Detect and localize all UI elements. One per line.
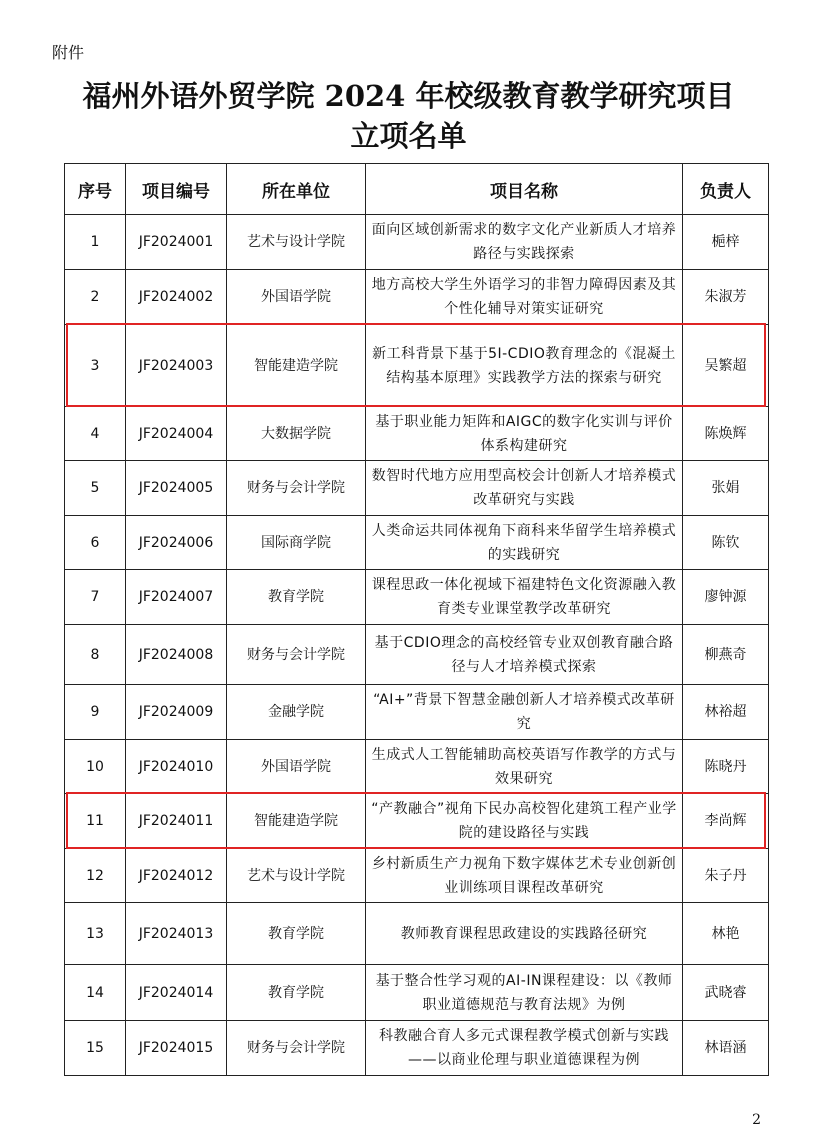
cell-no: 1: [65, 215, 126, 270]
cell-code: JF2024003: [126, 325, 227, 407]
cell-no: 7: [65, 570, 126, 625]
cell-project-name: 新工科背景下基于5I-CDIO教育理念的《混凝土结构基本原理》实践教学方法的探索与研究: [366, 325, 683, 407]
cell-no: 11: [65, 794, 126, 849]
page-number: 2: [752, 1112, 761, 1128]
cell-leader: 林裕超: [683, 685, 769, 740]
cell-unit: 智能建造学院: [227, 794, 366, 849]
cell-unit: 财务与会计学院: [227, 461, 366, 516]
column-header-code: 项目编号: [126, 164, 227, 215]
cell-leader: 柳燕奇: [683, 625, 769, 685]
cell-project-name: “产教融合”视角下民办高校智化建筑工程产业学院的建设路径与实践: [366, 794, 683, 849]
cell-unit: 外国语学院: [227, 740, 366, 794]
cell-no: 2: [65, 270, 126, 325]
cell-leader: 张娟: [683, 461, 769, 516]
cell-unit: 金融学院: [227, 685, 366, 740]
page-title: [0, 76, 817, 156]
cell-no: 12: [65, 849, 126, 903]
cell-unit: 大数据学院: [227, 407, 366, 461]
cell-project-name: 科教融合育人多元式课程教学模式创新与实践——以商业伦理与职业道德课程为例: [366, 1021, 683, 1076]
cell-project-name: 教师教育课程思政建设的实践路径研究: [366, 903, 683, 965]
table-row: [65, 461, 769, 516]
cell-unit: 智能建造学院: [227, 325, 366, 407]
cell-code: JF2024009: [126, 685, 227, 740]
cell-code: JF2024012: [126, 849, 227, 903]
cell-unit: 外国语学院: [227, 270, 366, 325]
cell-project-name: 地方高校大学生外语学习的非智力障碍因素及其个性化辅导对策实证研究: [366, 270, 683, 325]
table-header-row: [65, 164, 769, 215]
cell-unit: 国际商学院: [227, 516, 366, 570]
table-row: [65, 516, 769, 570]
cell-project-name: 基于职业能力矩阵和AIGC的数字化实训与评价体系构建研究: [366, 407, 683, 461]
cell-unit: 教育学院: [227, 903, 366, 965]
cell-code: JF2024011: [126, 794, 227, 849]
cell-leader: 朱淑芳: [683, 270, 769, 325]
table-row: [65, 794, 769, 849]
project-list-table: [64, 163, 769, 1076]
column-header-no: 序号: [65, 164, 126, 215]
cell-code: JF2024006: [126, 516, 227, 570]
cell-no: 14: [65, 965, 126, 1021]
cell-no: 4: [65, 407, 126, 461]
cell-leader: 吴繁超: [683, 325, 769, 407]
cell-project-name: 人类命运共同体视角下商科来华留学生培养模式的实践研究: [366, 516, 683, 570]
cell-leader: 李尚辉: [683, 794, 769, 849]
cell-unit: 艺术与设计学院: [227, 849, 366, 903]
cell-code: JF2024008: [126, 625, 227, 685]
column-header-leader: 负责人: [683, 164, 769, 215]
cell-project-name: 面向区域创新需求的数字文化产业新质人才培养路径与实践探索: [366, 215, 683, 270]
table-row: [65, 903, 769, 965]
cell-project-name: 课程思政一体化视域下福建特色文化资源融入教育类专业课堂教学改革研究: [366, 570, 683, 625]
table-row: [65, 965, 769, 1021]
cell-code: JF2024014: [126, 965, 227, 1021]
cell-leader: 陈焕辉: [683, 407, 769, 461]
cell-leader: 武晓睿: [683, 965, 769, 1021]
column-header-name: 项目名称: [366, 164, 683, 215]
table-row: [65, 325, 769, 407]
cell-code: JF2024005: [126, 461, 227, 516]
cell-code: JF2024004: [126, 407, 227, 461]
cell-project-name: 数智时代地方应用型高校会计创新人才培养模式改革研究与实践: [366, 461, 683, 516]
cell-unit: 财务与会计学院: [227, 1021, 366, 1076]
table-row: [65, 1021, 769, 1076]
cell-no: 3: [65, 325, 126, 407]
cell-leader: 廖钟源: [683, 570, 769, 625]
cell-project-name: 基于CDIO理念的高校经管专业双创教育融合路径与人才培养模式探索: [366, 625, 683, 685]
attachment-label: 附件: [52, 43, 85, 62]
table-row: [65, 570, 769, 625]
cell-leader: 林艳: [683, 903, 769, 965]
table-row: [65, 215, 769, 270]
cell-code: JF2024007: [126, 570, 227, 625]
table-row: [65, 849, 769, 903]
table-row: [65, 270, 769, 325]
cell-leader: 陈钦: [683, 516, 769, 570]
page-title-line2: 立项名单: [350, 119, 467, 153]
cell-no: 13: [65, 903, 126, 965]
cell-no: 6: [65, 516, 126, 570]
page-title-line1: 福州外语外贸学院 2024 年校级教育教学研究项目: [82, 79, 735, 113]
cell-project-name: 基于整合性学习观的AI-IN课程建设：以《教师职业道德规范与教育法规》为例: [366, 965, 683, 1021]
cell-unit: 艺术与设计学院: [227, 215, 366, 270]
cell-unit: 财务与会计学院: [227, 625, 366, 685]
cell-project-name: “AI+”背景下智慧金融创新人才培养模式改革研究: [366, 685, 683, 740]
column-header-unit: 所在单位: [227, 164, 366, 215]
cell-project-name: 生成式人工智能辅助高校英语写作教学的方式与效果研究: [366, 740, 683, 794]
cell-no: 9: [65, 685, 126, 740]
cell-no: 8: [65, 625, 126, 685]
cell-unit: 教育学院: [227, 570, 366, 625]
cell-unit: 教育学院: [227, 965, 366, 1021]
cell-code: JF2024001: [126, 215, 227, 270]
cell-code: JF2024002: [126, 270, 227, 325]
cell-leader: 梔梓: [683, 215, 769, 270]
cell-no: 15: [65, 1021, 126, 1076]
table-row: [65, 407, 769, 461]
cell-no: 10: [65, 740, 126, 794]
cell-no: 5: [65, 461, 126, 516]
cell-leader: 林语涵: [683, 1021, 769, 1076]
table-row: [65, 625, 769, 685]
cell-code: JF2024015: [126, 1021, 227, 1076]
cell-project-name: 乡村新质生产力视角下数字媒体艺术专业创新创业训练项目课程改革研究: [366, 849, 683, 903]
table-row: [65, 685, 769, 740]
table-row: [65, 740, 769, 794]
cell-code: JF2024013: [126, 903, 227, 965]
cell-code: JF2024010: [126, 740, 227, 794]
cell-leader: 陈晓丹: [683, 740, 769, 794]
cell-leader: 朱子丹: [683, 849, 769, 903]
